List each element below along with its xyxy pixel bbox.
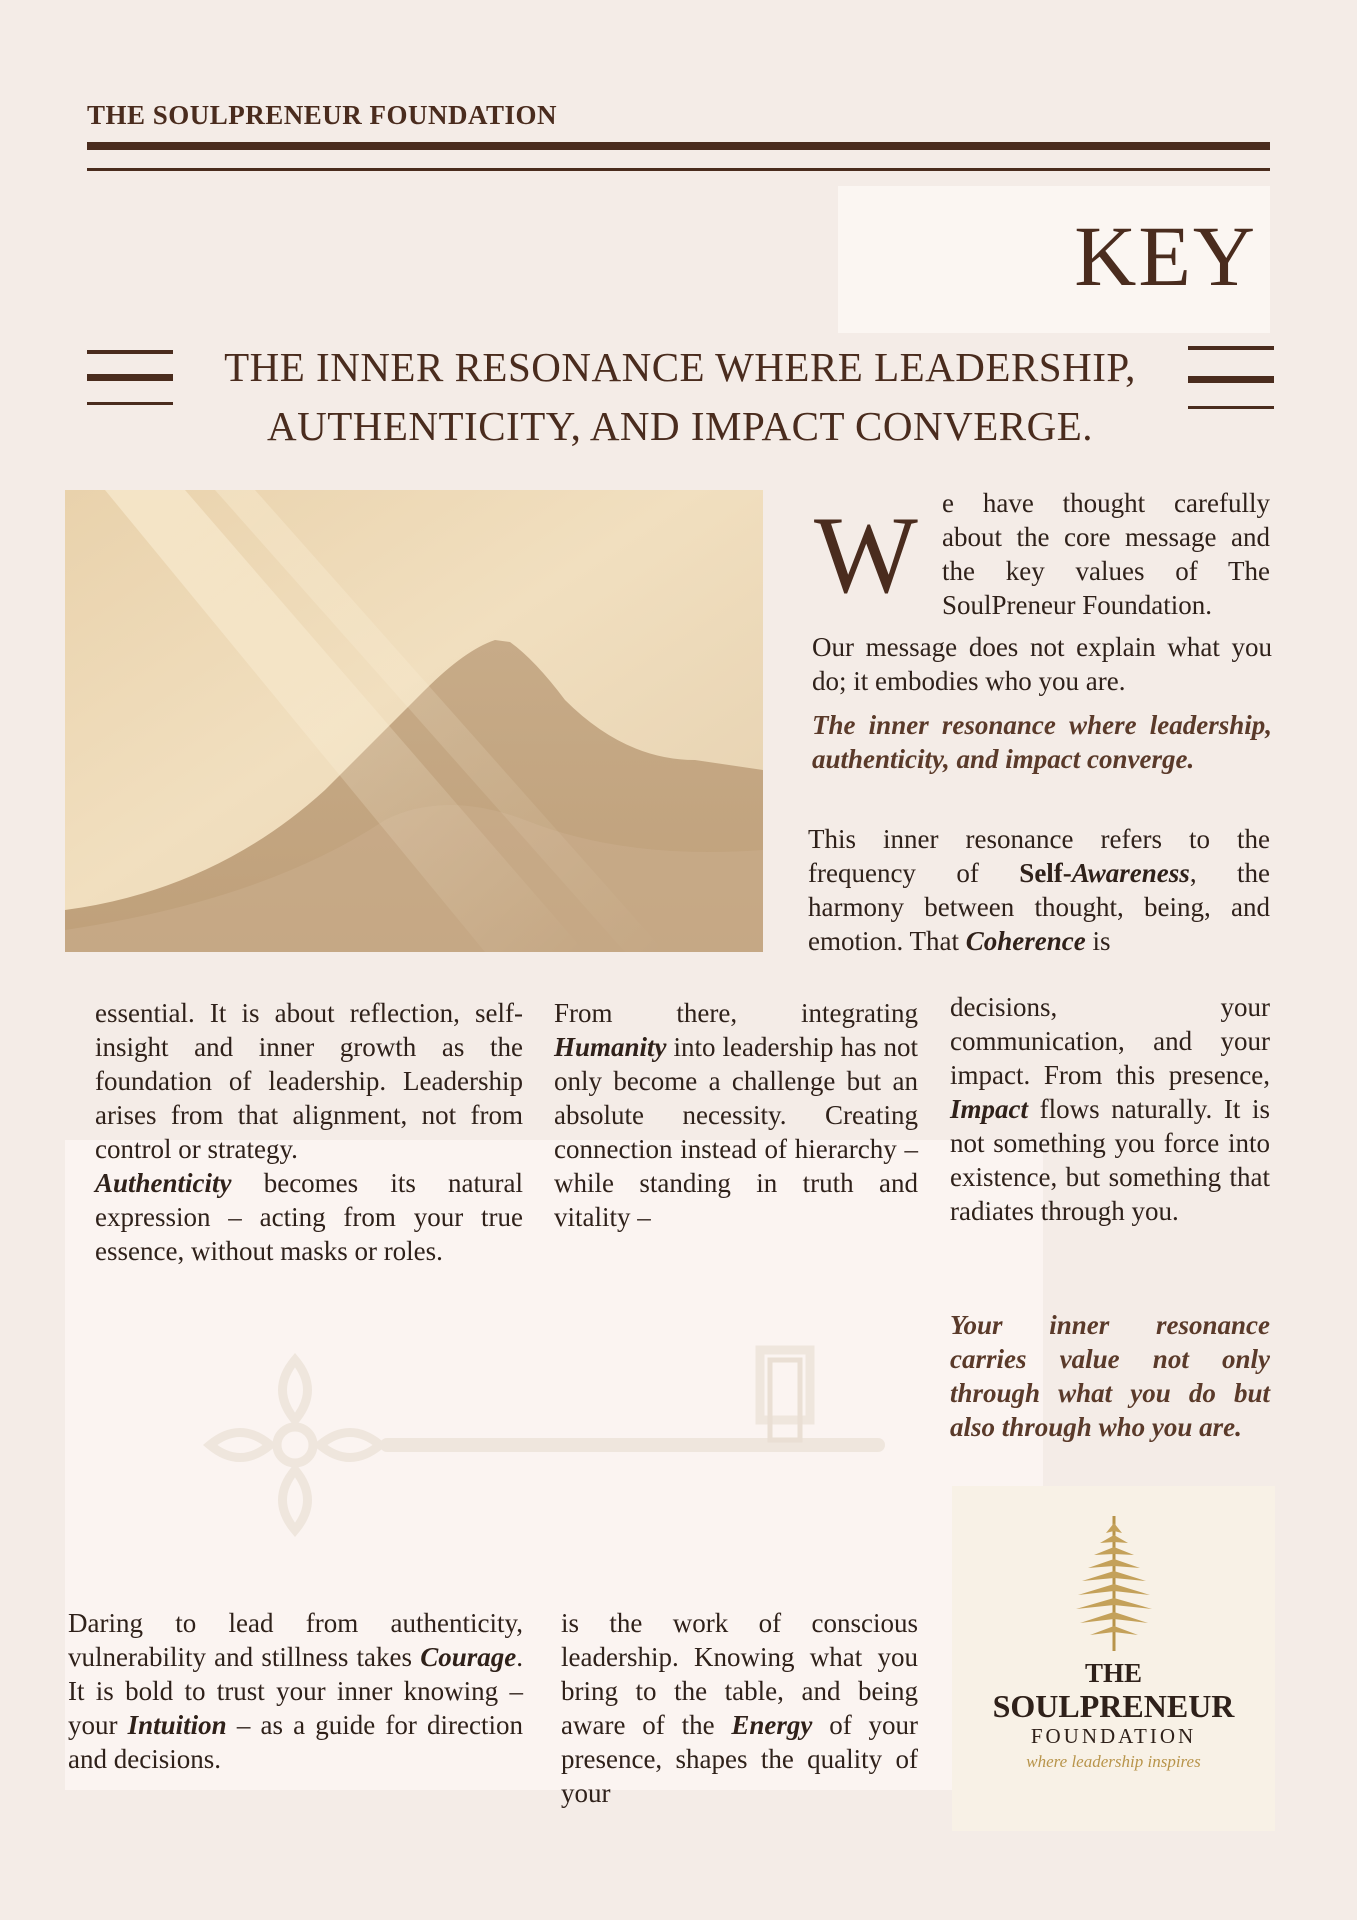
intro-p4-text-a: This inner resonance refers to the frequency of (808, 824, 1270, 888)
column-2-text (554, 996, 918, 1234)
bottom-2-text-b: of your presence, shapes the quality of your (561, 1710, 918, 1808)
bottom-1-intuition: Intuition (127, 1710, 227, 1740)
intro-p4-bold-2: Awareness (1071, 858, 1190, 888)
fern-icon (1064, 1511, 1164, 1651)
column-3-text-a: decisions, your communication, and your impact. From this presence, (950, 992, 1270, 1090)
intro-paragraph-2: Our message does not explain what you do; it embodies who you are. (812, 632, 1272, 696)
page-title: KEY (1074, 208, 1257, 304)
intro-p4-bold-1: Self- (1019, 858, 1072, 888)
bottom-1-text-a: Daring to lead from authenticity, vulnerability and stillness takes (68, 1608, 523, 1672)
bottom-1-text-b: . It is bold to trust your inner knowing – your (68, 1642, 523, 1740)
column-3-quote: Your inner resonance carries value not only through what you do but also through who you are. (950, 1310, 1270, 1442)
headline-line-2: AUTHENTICITY, AND IMPACT CONVERGE. (266, 403, 1094, 449)
intro-paragraph-1: e have thought carefully about the core message and the key values of The SoulPreneur Foundation. (942, 488, 1270, 620)
column-2-text-a: From there, integrating (554, 998, 918, 1028)
decorative-lines-right (1188, 346, 1274, 412)
column-2-humanity: Humanity (554, 1032, 667, 1062)
column-3-text (950, 990, 1270, 1228)
column-3-text-b: flows naturally. It is not something you force into existence, but something that radiates through you. (950, 1094, 1270, 1226)
mountain-illustration (65, 490, 763, 952)
header-rule-thick (87, 142, 1270, 150)
headline-line-1: THE INNER RESONANCE WHERE LEADERSHIP, (224, 344, 1136, 390)
mountain-image (65, 490, 763, 952)
column-1-authenticity: Authenticity (95, 1168, 232, 1198)
intro-p4-coherence: Coherence (965, 926, 1086, 956)
bottom-2-text-a: is the work of conscious leadership. Knowing what you bring to the table, and being aware of the (561, 1608, 918, 1740)
foundation-logo (952, 1486, 1275, 1831)
organization-name: THE SOULPRENEUR FOUNDATION (87, 100, 558, 130)
key-illustration (200, 1330, 900, 1550)
intro-p4-text-e: is (1085, 926, 1111, 956)
bottom-column-2 (561, 1606, 918, 1810)
logo-tagline: where leadership inspires (1026, 1752, 1201, 1771)
intro-quote: The inner resonance where leadership, authenticity, and impact converge. (812, 710, 1272, 774)
column-1-text (95, 996, 523, 1268)
logo-line-3: FOUNDATION (1030, 1724, 1197, 1748)
bottom-column-1 (68, 1606, 523, 1776)
intro-p4-text-c: , the harmony between thought, being, and emotion. That (808, 858, 1270, 956)
column-2-text-b: into leadership has not only become a challenge but an absolute necessity. Creating connection instead of hierarchy – while standing in truth and vitality – (554, 1032, 918, 1232)
decorative-lines-left (87, 350, 173, 410)
bottom-2-energy: Energy (731, 1710, 813, 1740)
column-1-paragraph-a: essential. It is about reflection, self-insight and inner growth as the foundation of leadership. Leadership arises from that alignment, not from control or strategy. (95, 998, 523, 1164)
intro-paragraph-4 (808, 822, 1270, 958)
header-rule-thin (87, 168, 1270, 171)
headline (190, 338, 1170, 456)
bottom-1-text-c: – as a guide for direction and decisions. (68, 1710, 523, 1774)
logo-line-1: THE (1084, 1658, 1143, 1688)
logo-line-2: SOULPRENEUR (992, 1688, 1235, 1724)
column-3-impact: Impact (950, 1094, 1028, 1124)
column-1-paragraph-b: becomes its natural expression – acting from your true essence, without masks or roles. (95, 1168, 523, 1266)
bottom-1-courage: Courage (420, 1642, 517, 1672)
drop-cap: W (814, 494, 918, 616)
